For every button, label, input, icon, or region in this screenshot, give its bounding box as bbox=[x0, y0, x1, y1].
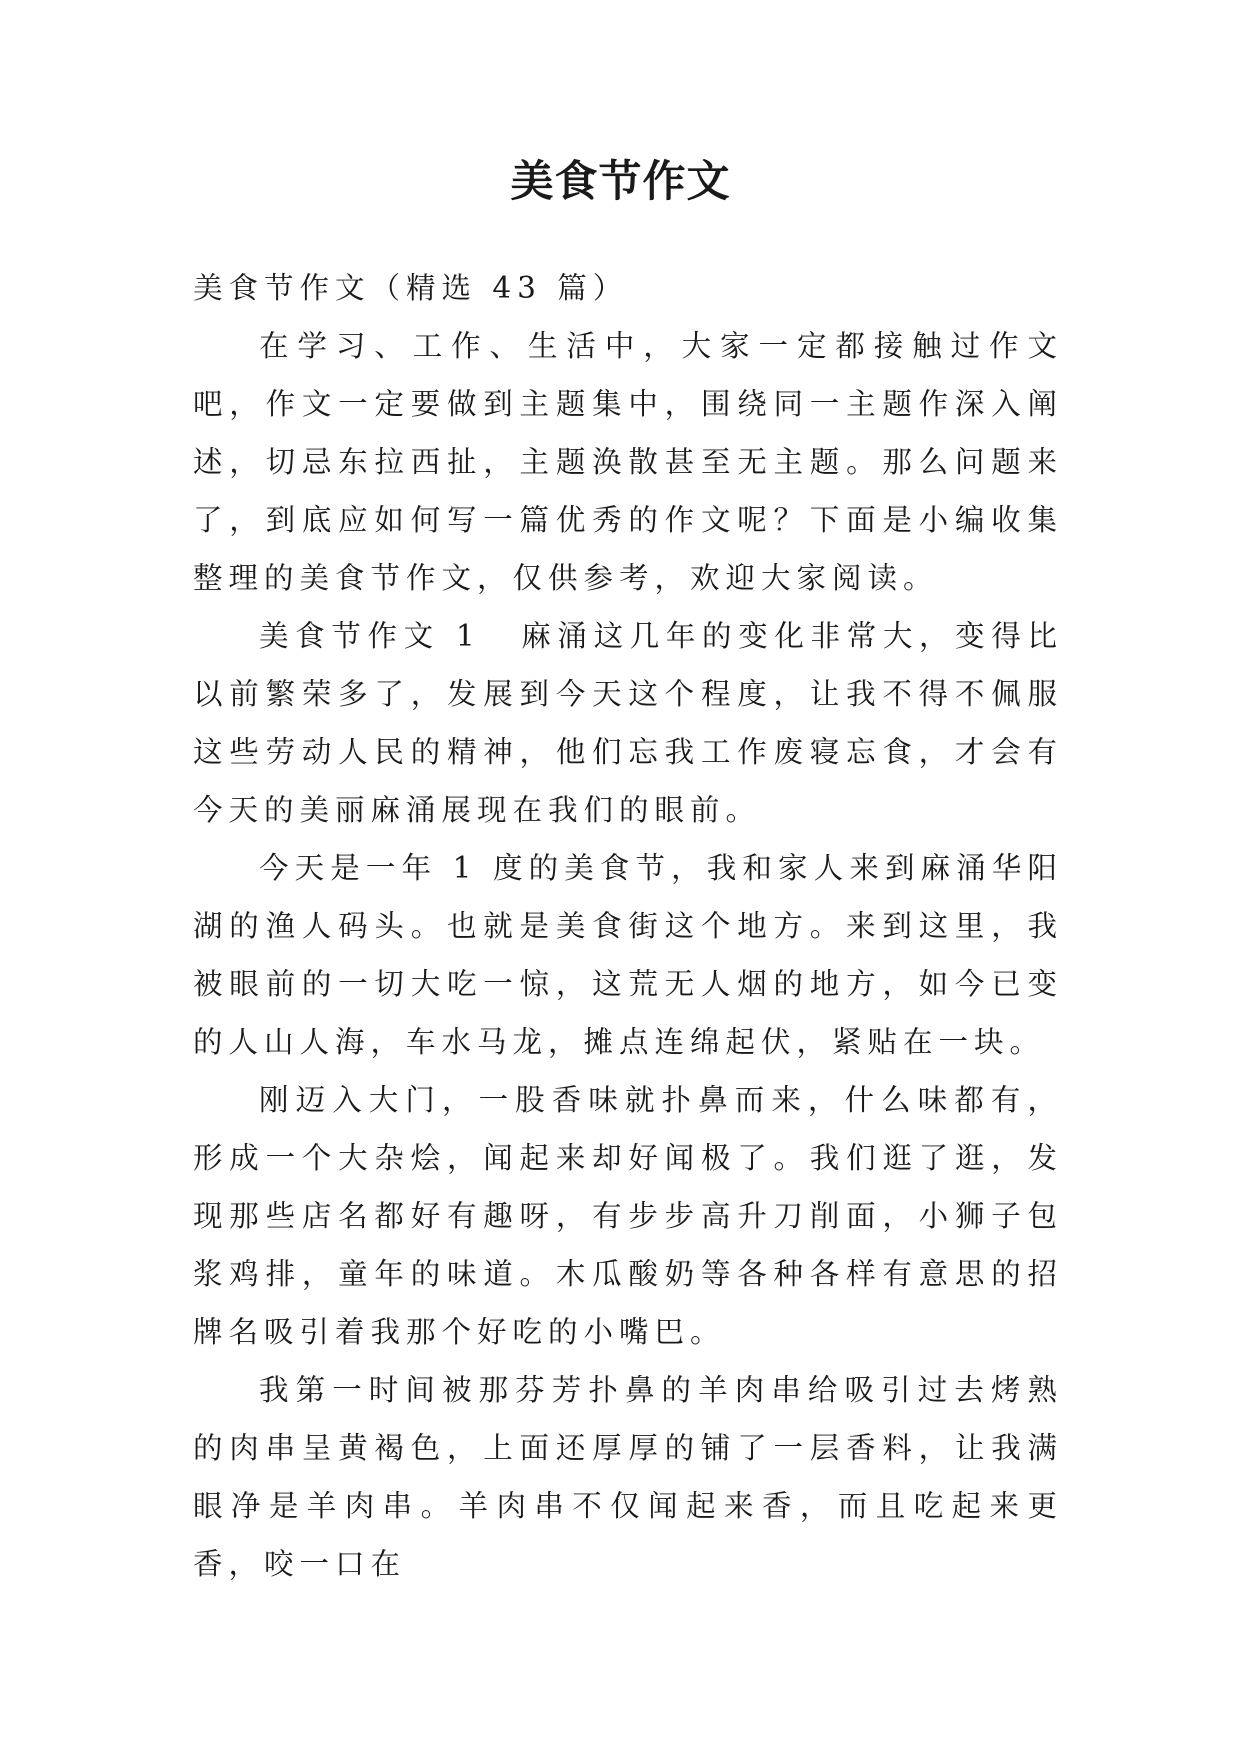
section-1-first-paragraph-text: 麻涌这几年的变化非常大，变得比以前繁荣多了，发展到今天这个程度，让我不得不佩服这些劳动人民的精神，他们忘我工作废寝忘食，才会有今天的美丽麻涌展现在我们的眼前。 bbox=[193, 619, 1063, 827]
intro-paragraph: 在学习、工作、生活中，大家一定都接触过作文吧，作文一定要做到主题集中，围绕同一主题作深入阐述，切忌东拉西扯，主题涣散甚至无主题。那么问题来了，到底应如何写一篇优秀的作文呢？下面是小编收集整理的美食节作文，仅供参考，欢迎大家阅读。 bbox=[193, 329, 1063, 595]
document-body bbox=[193, 259, 1063, 1593]
section-1-paragraph: 我第一时间被那芬芳扑鼻的羊肉串给吸引过去烤熟的肉串呈黄褐色，上面还厚厚的铺了一层香料，让我满眼净是羊肉串。羊肉串不仅闻起来香，而且吃起来更香，咬一口在 bbox=[193, 1373, 1063, 1581]
section-1-paragraph: 刚迈入大门，一股香味就扑鼻而来，什么味都有，形成一个大杂烩，闻起来却好闻极了。我们逛了逛，发现那些店名都好有趣呀，有步步高升刀削面，小狮子包浆鸡排，童年的味道。木瓜酸奶等各种各样有意思的招牌名吸引着我那个好吃的小嘴巴。 bbox=[193, 1083, 1063, 1349]
section-1-first-paragraph bbox=[193, 607, 1063, 839]
section-1-heading: 美食节作文 1 bbox=[259, 619, 481, 653]
section-1-paragraph: 今天是一年 1 度的美食节，我和家人来到麻涌华阳湖的渔人码头。也就是美食街这个地方。来到这里，我被眼前的一切大吃一惊，这荒无人烟的地方，如今已变的人山人海，车水马龙，摊点连绵起伏，紧贴在一块。 bbox=[193, 851, 1063, 1059]
document-subtitle: 美食节作文（精选 43 篇） bbox=[193, 271, 629, 305]
document-title: 美食节作文 bbox=[510, 157, 731, 207]
